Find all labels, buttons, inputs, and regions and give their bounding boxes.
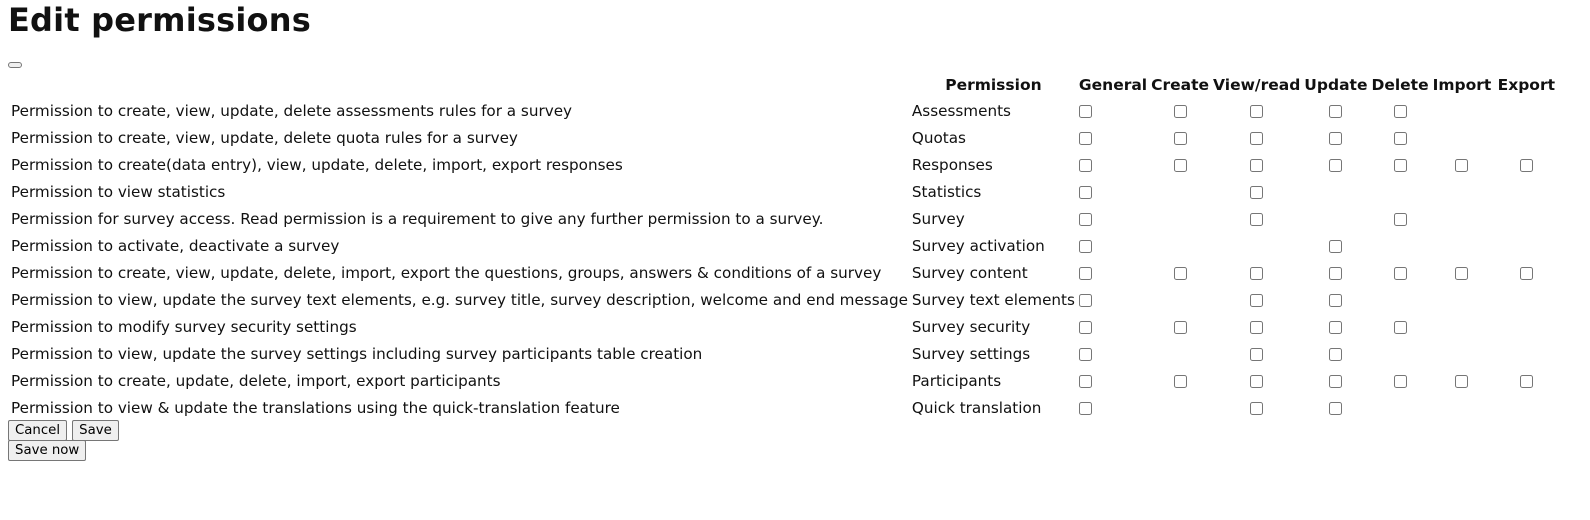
update-checkbox[interactable] [1329,375,1342,388]
read-checkbox[interactable] [1250,105,1263,118]
permission-name: Statistics [911,182,982,201]
general-checkbox[interactable] [1079,132,1092,145]
table-row [10,368,1558,393]
read-cell [1212,152,1301,177]
export-header: Export [1497,76,1556,94]
export-cell [1494,395,1558,420]
read-checkbox[interactable] [1250,294,1263,307]
import-cell [1432,206,1493,231]
permission-description: Permission to view, update the survey text elements, e.g. survey title, survey description, welcome and end message [11,290,908,309]
delete-cell [1370,395,1429,420]
permission-description: Permission to create, view, update, delete, import, export the questions, groups, answers & conditions of a survey [11,263,882,282]
create-cell [1150,287,1210,312]
general-cell [1078,368,1148,393]
export-cell [1494,368,1558,393]
read-checkbox[interactable] [1250,402,1263,415]
update-cell [1303,125,1368,150]
update-checkbox[interactable] [1329,294,1342,307]
table-row [10,341,1558,366]
read-checkbox[interactable] [1250,213,1263,226]
create-cell [1150,260,1210,285]
import-cell [1432,233,1493,258]
update-cell [1303,98,1368,123]
delete-cell [1370,125,1429,150]
general-cell [1078,179,1148,204]
export-cell [1494,287,1558,312]
export-cell [1494,260,1558,285]
delete-checkbox[interactable] [1394,213,1407,226]
import-cell [1432,152,1493,177]
permission-name: Survey settings [911,344,1031,363]
general-checkbox[interactable] [1079,402,1092,415]
export-cell [1494,125,1558,150]
permission-name: Responses [911,155,993,174]
update-cell [1303,260,1368,285]
delete-cell [1370,152,1429,177]
permission-name: Participants [911,371,1002,390]
general-cell [1078,125,1148,150]
table-row [10,395,1558,420]
read-cell [1212,125,1301,150]
save-button[interactable]: Save [72,420,119,441]
create-cell [1150,98,1210,123]
table-header-row [10,74,1558,96]
permission-name: Quick translation [911,398,1042,417]
general-header: General [1078,76,1148,94]
create-checkbox[interactable] [1174,105,1187,118]
update-cell [1303,287,1368,312]
import-cell [1432,395,1493,420]
delete-cell [1370,206,1429,231]
table-row [10,233,1558,258]
create-checkbox[interactable] [1174,159,1187,172]
create-cell [1150,125,1210,150]
table-row [10,260,1558,285]
import-checkbox[interactable] [1455,267,1468,280]
delete-cell [1370,314,1429,339]
table-row [10,287,1558,312]
delete-cell [1370,98,1429,123]
general-checkbox[interactable] [1079,105,1092,118]
general-checkbox[interactable] [1079,159,1092,172]
export-cell [1494,314,1558,339]
table-row [10,206,1558,231]
permission-description: Permission to create(data entry), view, update, delete, import, export responses [11,155,623,174]
read-cell [1212,341,1301,366]
read-cell [1212,314,1301,339]
delete-checkbox[interactable] [1394,105,1407,118]
import-checkbox[interactable] [1455,375,1468,388]
permission-description: Permission to activate, deactivate a survey [11,236,340,255]
read-checkbox[interactable] [1250,375,1263,388]
create-cell [1150,233,1210,258]
delete-cell [1370,233,1429,258]
read-checkbox[interactable] [1250,321,1263,334]
general-checkbox[interactable] [1079,348,1092,361]
general-cell [1078,233,1148,258]
general-checkbox[interactable] [1079,186,1092,199]
import-cell [1432,341,1493,366]
read-cell [1212,233,1301,258]
general-cell [1078,314,1148,339]
export-cell [1494,233,1558,258]
general-checkbox[interactable] [1079,321,1092,334]
create-checkbox[interactable] [1174,267,1187,280]
permission-description: Permission to create, view, update, delete assessments rules for a survey [11,101,573,120]
toggle-all-button[interactable] [8,62,22,68]
import-cell [1432,287,1493,312]
update-checkbox[interactable] [1329,240,1342,253]
delete-checkbox[interactable] [1394,132,1407,145]
general-checkbox[interactable] [1079,375,1092,388]
general-cell [1078,206,1148,231]
create-header: Create [1151,76,1210,94]
permission-name: Survey activation [911,236,1045,255]
delete-cell [1370,179,1429,204]
delete-cell [1370,341,1429,366]
export-checkbox[interactable] [1520,267,1533,280]
update-cell [1303,179,1368,204]
import-cell [1432,125,1493,150]
save-now-button[interactable]: Save now [8,440,86,461]
update-checkbox[interactable] [1329,132,1342,145]
create-cell [1150,152,1210,177]
update-cell [1303,341,1368,366]
update-cell [1303,206,1368,231]
delete-checkbox[interactable] [1394,267,1407,280]
update-header: Update [1304,76,1368,94]
general-cell [1078,341,1148,366]
export-cell [1494,152,1558,177]
read-cell [1212,287,1301,312]
import-cell [1432,98,1493,123]
general-cell [1078,395,1148,420]
table-row [10,179,1558,204]
export-checkbox[interactable] [1520,159,1533,172]
export-cell [1494,179,1558,204]
permission-description: Permission to view, update the survey settings including survey participants table creation [11,344,703,363]
export-cell [1494,98,1558,123]
read-cell [1212,98,1301,123]
general-cell [1078,98,1148,123]
general-cell [1078,152,1148,177]
delete-checkbox[interactable] [1394,375,1407,388]
update-checkbox[interactable] [1329,321,1342,334]
general-cell [1078,287,1148,312]
permission-description: Permission for survey access. Read permission is a requirement to give any further permission to a survey. [11,209,824,228]
general-checkbox[interactable] [1079,294,1092,307]
read-cell [1212,368,1301,393]
table-row [10,98,1558,123]
export-cell [1494,341,1558,366]
cancel-button[interactable]: Cancel [8,420,67,441]
update-cell [1303,368,1368,393]
read-checkbox[interactable] [1250,132,1263,145]
permission-header: Permission [945,76,1042,94]
table-row [10,125,1558,150]
permissions-table-body [10,98,1558,420]
read-checkbox[interactable] [1250,159,1263,172]
permission-name: Survey [911,209,965,228]
read-checkbox[interactable] [1250,267,1263,280]
import-cell [1432,368,1493,393]
delete-checkbox[interactable] [1394,159,1407,172]
read-cell [1212,206,1301,231]
general-cell [1078,260,1148,285]
create-cell [1150,206,1210,231]
delete-cell [1370,368,1429,393]
import-cell [1432,260,1493,285]
create-cell [1150,179,1210,204]
permission-name: Quotas [911,128,966,147]
create-cell [1150,341,1210,366]
permission-description: Permission to create, view, update, delete quota rules for a survey [11,128,518,147]
import-checkbox[interactable] [1455,159,1468,172]
table-row [10,152,1558,177]
create-cell [1150,368,1210,393]
general-checkbox[interactable] [1079,267,1092,280]
update-checkbox[interactable] [1329,348,1342,361]
form-actions [8,419,119,441]
create-cell [1150,395,1210,420]
import-cell [1432,314,1493,339]
update-checkbox[interactable] [1329,159,1342,172]
permission-name: Assessments [911,101,1011,120]
create-checkbox[interactable] [1174,132,1187,145]
read-cell [1212,179,1301,204]
permission-description: Permission to modify survey security settings [11,317,357,336]
permission-description: Permission to view statistics [11,182,226,201]
permission-description: Permission to create, update, delete, import, export participants [11,371,501,390]
read-checkbox[interactable] [1250,186,1263,199]
read-cell [1212,395,1301,420]
delete-cell [1370,260,1429,285]
read-cell [1212,260,1301,285]
create-cell [1150,314,1210,339]
description-header [10,74,909,96]
export-checkbox[interactable] [1520,375,1533,388]
permission-name: Survey content [911,263,1028,282]
update-cell [1303,314,1368,339]
import-header: Import [1432,76,1492,94]
delete-cell [1370,287,1429,312]
permission-name: Survey text elements [911,290,1075,309]
page-title: Edit permissions [8,1,311,39]
general-checkbox[interactable] [1079,240,1092,253]
update-checkbox[interactable] [1329,402,1342,415]
export-cell [1494,206,1558,231]
create-checkbox[interactable] [1174,375,1187,388]
delete-checkbox[interactable] [1394,321,1407,334]
table-row [10,314,1558,339]
update-cell [1303,152,1368,177]
update-cell [1303,233,1368,258]
permissions-table [8,72,1560,422]
create-checkbox[interactable] [1174,321,1187,334]
read-checkbox[interactable] [1250,348,1263,361]
update-cell [1303,395,1368,420]
update-checkbox[interactable] [1329,105,1342,118]
general-checkbox[interactable] [1079,213,1092,226]
permission-description: Permission to view & update the translations using the quick-translation feature [11,398,620,417]
update-checkbox[interactable] [1329,267,1342,280]
permission-name: Survey security [911,317,1031,336]
delete-header: Delete [1371,76,1429,94]
import-cell [1432,179,1493,204]
read-header: View/read [1213,76,1301,94]
